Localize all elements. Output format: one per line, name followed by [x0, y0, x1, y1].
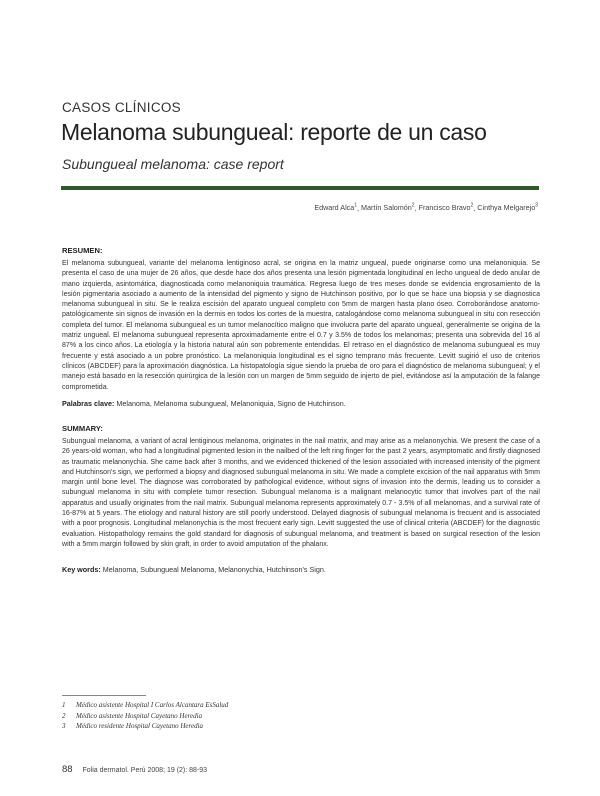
author-list: Edward Alca$^1$, Martín Salomón$^2$, Francisco Bravo$^2$, Cinthya Melgarejo$^3$ [314, 203, 538, 213]
resumen-keywords [62, 399, 346, 408]
author: Martín Salomón$^2$ [361, 203, 415, 213]
keywords-label: Key words: [62, 565, 101, 574]
keywords-label: Palabras clave: [62, 399, 115, 408]
author: Cinthya Melgarejo$^3$ [477, 203, 538, 213]
keywords-value: Melanoma, Melanoma subungueal, Melanoniquia, Signo de Hutchinson. [116, 399, 346, 408]
footnotes [62, 700, 228, 732]
footnote: 2 Médico asistente Hospital Cayetano Heredia [62, 711, 203, 720]
keywords-value: Melanoma, Subungueal Melanoma, Melanonychia, Hutchinson's Sign. [102, 565, 326, 574]
summary-text: Subungual melanoma, a variant of acral lentiginous melanoma, originates in the nail matrix, and may arise as a melanonychia. We present the case of a 26 years-old woman, who had a longitudinal pigmented lesion in the nailbed of the left ring finger for the past 2 years, asymptomatic and firstly diagnosed as traumatic melanonychia. She came back after 3 months, and we evidenced thickened of the lesion associated with increased intensity of the pigment and Hutchinson's sign, we performed a biopsy and diagnosed subungual melanoma in situ. We made a complete excision of the nail apparatus with 5mm margin until bone level. The diagnose was corroborated by pathological evidence, without signs of invasion into the dermis, leading us to consider a subungual melanoma in situ with complete tumor resection. Subungual melanoma is a malignant melanocytic tumor that involves part of the nail apparatus and usually originates from the nail matrix. Subungual melanoma represents approximately 0.7 - 3.5% of all melanomas, and a survival rate of 16-87% at 5 years. The etiology and natural history are still poorly understood. Delayed diagnosis of subungual melanoma is frecuent and is associated with a poor prognosis. Longitudinal melanonychia is the most frecuent early sign. Levitt suggested the use of clinical criteria (ABCDEF) for the diagnostic evaluation. Histopathology remains the gold standard for diagnosis of subungual melanoma, and treatment is based on surgical resection of the lesion with a 5mm margin followed by skin graft, in order to avoid amputation of the phalanx. [62, 438, 540, 548]
summary-keywords [62, 565, 326, 574]
footnote-rule [62, 695, 146, 696]
summary-heading: SUMMARY: [62, 424, 103, 433]
footnote: 3 Médico residente Hospital Cayetano Heredia [62, 722, 204, 730]
article-title: Melanoma subungueal: reporte de un caso [61, 119, 487, 145]
journal-citation: Folia dermatol. Perú 2008; 19 (2): 88-93 [82, 767, 208, 774]
page-footer [62, 764, 207, 775]
resumen-text: El melanoma subungueal, variante del melanoma lentiginoso acral, se origina en la matriz ungueal, puede originarse como una melanoniquia. Se presenta el caso de una mujer de 26 años, que desde hace dos años presenta una lesión pigmentada longitudinal en lecho ungueal de dedo anular de mano izquierda, asintomática, diagnosticada como melanoniquia traumática. Regresa luego de tres meses donde se evidencia engrosamiento de la lesión pigmentaria asociado a aumento de la intensidad del pigmento y signo de Hutchinson positivo, por lo que se hace una biopsia y se diagnostica melanoma subungueal in situ. Se le realiza escisión del aparato ungueal completo con 5mm de margen hasta plano óseo. Corroborándose anatomo-patológicamente sin signos de invasión en la dermis en todos los cortes de la muestra, catalogándose como melanoma subungueal in situ con resección completa del tumor. El melanoma subungueal es un tumor melanocítico maligno que involucra parte del aparato ungueal, generalmente se origina de la matriz ungueal. El melanoma subungueal representa aproximadamente entre el 0.7 y 3.5% de todos los melanomas; presenta una sobrevida del 16 al 87% a los cinco años. La etiología y la historia natural aún son pobremente entendidas. El retraso en el diagnóstico de melanoma subungueal es muy frecuente y está asociado a un pobre pronóstico. La melanoniquia longitudinal es el signo temprano más frecuente. Levitt sugirió el uso de criterios clínicos (ABCDEF) para la aproximación diagnóstica. La histopatología sigue siendo la prueba de oro para el diagnóstico de melanoma subungueal; y el manejo está basado en la resección quirúrgica de la lesión con un margen de 5mm seguido de injerto de piel, evitándose así la amputación de la falange comprometida. [62, 260, 540, 391]
section-kicker: CASOS CLÍNICOS [62, 100, 181, 115]
article-subtitle: Subungueal melanoma: case report [62, 156, 284, 172]
footnote: 1 Médico asistente Hospital I Carlos Alcantara EsSalud [62, 701, 229, 709]
page-number: 88 [62, 764, 73, 775]
title-rule [61, 186, 539, 190]
author: Francisco Bravo$^2$ [418, 203, 474, 213]
resumen-heading: RESUMEN: [62, 246, 103, 255]
author: Edward Alca$^1$ [314, 203, 358, 213]
